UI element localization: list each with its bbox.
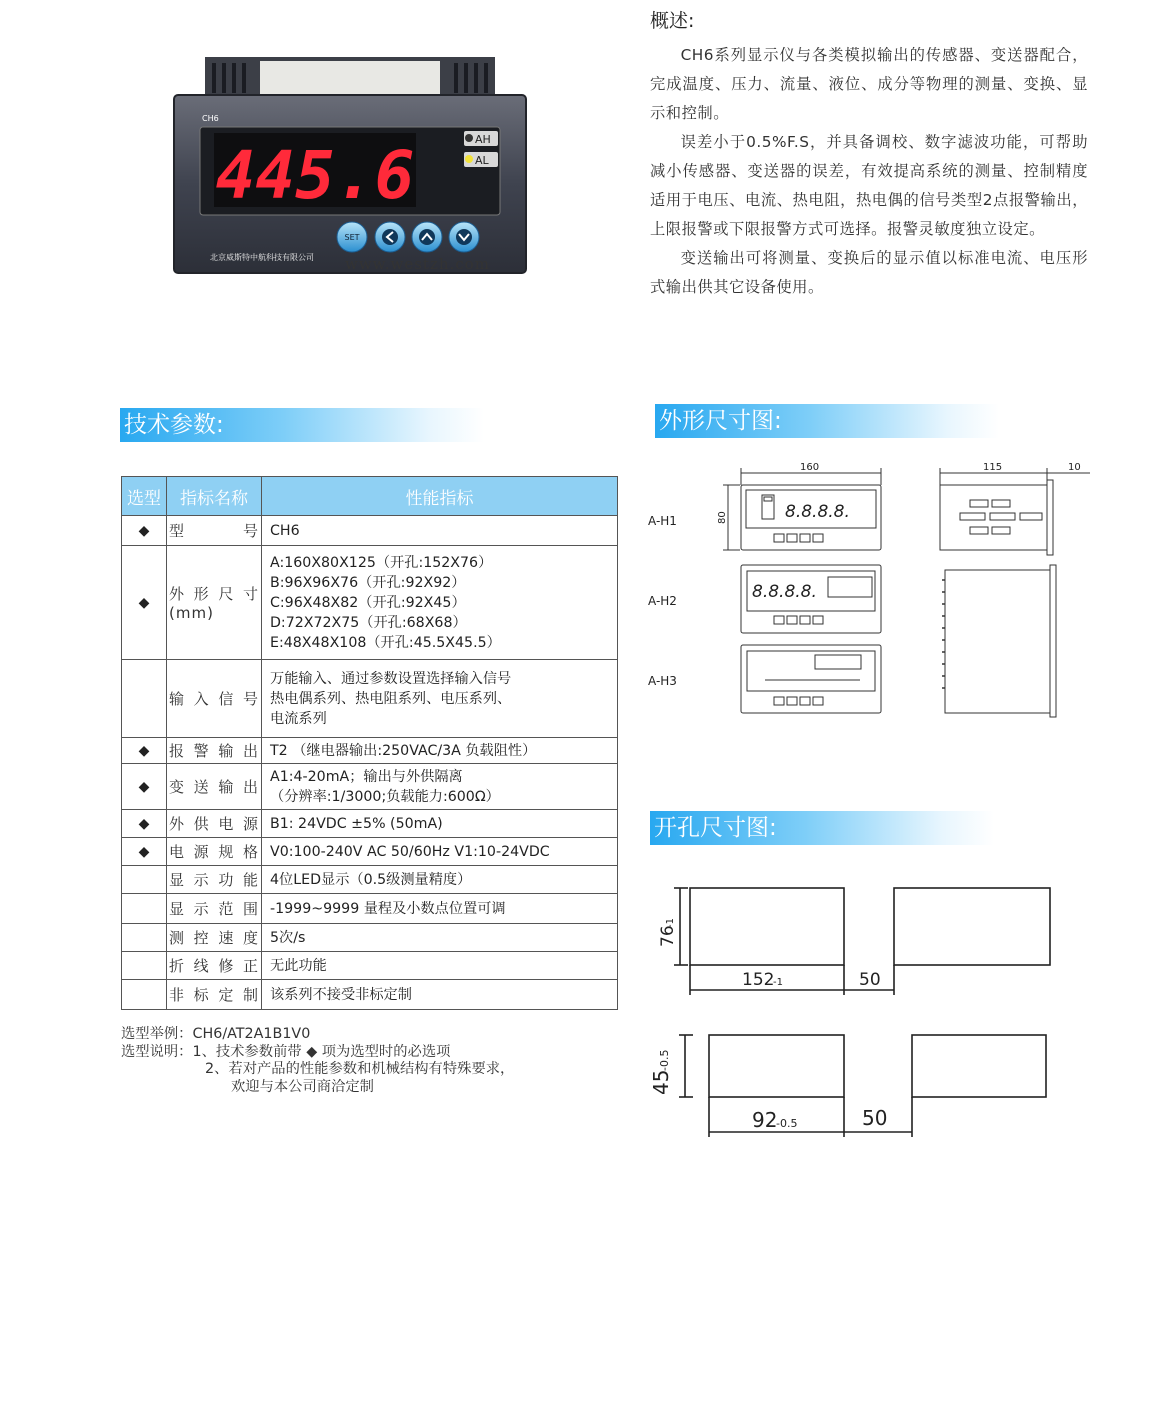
down-button[interactable] xyxy=(449,222,479,252)
overview-section xyxy=(650,6,1088,302)
spec-table-row xyxy=(122,660,618,738)
spec-value-cell xyxy=(262,838,618,866)
product-photo xyxy=(170,55,530,277)
spec-name-cell: 变送输出 xyxy=(167,764,262,810)
outline-dimension-header: 外形尺寸图: xyxy=(655,404,999,438)
col-header-select: 选型 xyxy=(122,477,167,516)
overview-paragraph: 变送输出可将测量、变换后的显示值以标准电流、电压形式输出供其它设备使用。 xyxy=(650,249,1088,296)
spec-value-cell xyxy=(262,660,618,738)
spec-table xyxy=(121,476,618,1010)
set-button[interactable] xyxy=(337,222,367,252)
cutout-dimension-header: 开孔尺寸图: xyxy=(650,811,994,845)
model-label-a-h1: A-H1 xyxy=(648,514,677,528)
required-option-marker xyxy=(122,924,167,952)
spec-value-line: V0:100-240V AC 50/60Hz V1:10-24VDC xyxy=(270,843,550,860)
cutout-a-gap: 50 xyxy=(859,970,881,990)
spec-table-row xyxy=(122,838,618,866)
up-button[interactable] xyxy=(412,222,442,252)
spec-value-cell xyxy=(262,952,618,980)
cutout-b-height: 45 xyxy=(649,1069,673,1095)
front-panel-digits: 8.8.8.8. xyxy=(785,502,850,522)
cutout-a-height-tol: -1 xyxy=(665,918,676,928)
spec-value-line: B1: 24VDC ±5% (50mA) xyxy=(270,815,443,832)
led-readout: 445.6 xyxy=(215,137,415,214)
spec-value-line: 5次/s xyxy=(270,929,306,946)
device-company-label: 北京威斯特中航科技有限公司 xyxy=(210,253,314,262)
watermark-url: www.westzh.com xyxy=(345,255,490,273)
selection-example: 选型举例：CH6/AT2A1B1V0 xyxy=(121,1026,311,1042)
required-option-marker: ◆ xyxy=(122,810,167,838)
spec-value-line: CH6 xyxy=(270,522,300,539)
cutout-a-height: 76 xyxy=(658,925,678,947)
required-option-marker xyxy=(122,866,167,894)
spec-value-line: C:96X48X82（开孔:92X45） xyxy=(270,594,466,611)
spec-name-cell: 外形尺寸(mm) xyxy=(167,546,262,660)
spec-name-cell: 测控速度 xyxy=(167,924,262,952)
spec-name-cell: 外供电源 xyxy=(167,810,262,838)
required-option-marker: ◆ xyxy=(122,516,167,546)
selection-notes xyxy=(121,1026,514,1096)
spec-table-row xyxy=(122,738,618,764)
cutout-b-width-tol: -0.5 xyxy=(776,1117,798,1130)
spec-value-cell xyxy=(262,894,618,924)
spec-value-line: D:72X72X75（开孔:68X68） xyxy=(270,614,467,631)
dim-depth-label: 115 xyxy=(983,462,1003,473)
selection-note-item: 2、若对产品的性能参数和机械结构有特殊要求， xyxy=(205,1061,515,1077)
cutout-a-width: 152 xyxy=(742,970,775,990)
spec-value-cell xyxy=(262,866,618,894)
ah-indicator xyxy=(464,131,498,146)
cutout-b-width: 92 xyxy=(752,1108,778,1132)
spec-value-cell xyxy=(262,980,618,1010)
spec-value-line: T2 （继电器输出:250VAC/3A 负载阻性） xyxy=(270,742,537,759)
spec-value-cell xyxy=(262,516,618,546)
spec-value-cell xyxy=(262,738,618,764)
required-option-marker: ◆ xyxy=(122,546,167,660)
svg-text:AL: AL xyxy=(475,154,489,167)
spec-name-cell: 型号 xyxy=(167,516,262,546)
spec-table-row xyxy=(122,810,618,838)
spec-table-row xyxy=(122,924,618,952)
required-option-marker xyxy=(122,894,167,924)
spec-value-line: E:48X48X108（开孔:45.5X45.5） xyxy=(270,634,501,651)
dim-width-label: 160 xyxy=(800,462,820,473)
spec-table-header-row xyxy=(122,477,618,516)
spec-name-cell: 非标定制 xyxy=(167,980,262,1010)
required-option-marker xyxy=(122,952,167,980)
spec-name-cell: 显示功能 xyxy=(167,866,262,894)
spec-value-line: 该系列不接受非标定制 xyxy=(270,986,412,1003)
spec-value-line: 万能输入、通过参数设置选择输入信号 xyxy=(270,670,512,687)
required-option-marker: ◆ xyxy=(122,764,167,810)
cutout-a-width-tol: -1 xyxy=(773,977,783,988)
spec-name-cell: 折线修正 xyxy=(167,952,262,980)
spec-value-line: A:160X80X125（开孔:152X76） xyxy=(270,554,493,571)
spec-value-line: 无此功能 xyxy=(270,957,327,974)
cutout-b-height-tol: -0.5 xyxy=(658,1049,671,1071)
overview-paragraph: CH6系列显示仪与各类模拟输出的传感器、变送器配合，完成温度、压力、流量、液位、成分等物理的测量、变换、显示和控制。 xyxy=(650,46,1088,122)
required-option-marker xyxy=(122,980,167,1010)
spec-name-cell: 显示范围 xyxy=(167,894,262,924)
selection-note-item: 欢迎与本公司商洽定制 xyxy=(231,1078,374,1095)
spec-table-row xyxy=(122,952,618,980)
col-header-value: 性能指标 xyxy=(262,477,618,516)
spec-table-body xyxy=(122,516,618,1010)
front-panel-digits: 8.8.8.8. xyxy=(752,582,817,602)
spec-value-cell xyxy=(262,810,618,838)
spec-table-row xyxy=(122,764,618,810)
required-option-marker: ◆ xyxy=(122,838,167,866)
required-option-marker: ◆ xyxy=(122,738,167,764)
al-indicator xyxy=(464,152,498,167)
svg-text:AH: AH xyxy=(475,133,491,146)
spec-value-line: -1999~9999 量程及小数点位置可调 xyxy=(270,900,506,917)
cutout-dimension-drawing xyxy=(640,875,1060,1150)
overview-title: 概述: xyxy=(650,10,695,32)
tech-params-header: 技术参数: xyxy=(120,408,484,442)
model-label-a-h3: A-H3 xyxy=(648,674,677,688)
spec-value-line: （分辨率:1/3000;负载能力:600Ω） xyxy=(270,788,500,805)
svg-text:SET: SET xyxy=(344,233,360,242)
outline-dimension-drawing xyxy=(640,455,1095,730)
required-option-marker xyxy=(122,660,167,738)
spec-name-cell: 输入信号 xyxy=(167,660,262,738)
spec-name-cell: 电源规格 xyxy=(167,838,262,866)
spec-table-row xyxy=(122,894,618,924)
selection-note-item: 1、技术参数前带 ◆ 项为选型时的必选项 xyxy=(192,1043,451,1060)
spec-value-line: 电流系列 xyxy=(270,710,327,727)
spec-value-cell xyxy=(262,764,618,810)
spec-value-cell xyxy=(262,546,618,660)
spec-value-line: B:96X96X76（开孔:92X92） xyxy=(270,574,466,591)
dim-height-label: 80 xyxy=(717,511,728,524)
spec-table-row xyxy=(122,516,618,546)
spec-value-cell xyxy=(262,924,618,952)
spec-name-cell: 报警输出 xyxy=(167,738,262,764)
overview-paragraph: 误差小于0.5%F.S，并具备调校、数字滤波功能，可帮助减小传感器、变送器的误差，有效提高系统的测量、控制精度适用于电压、电流、热电阻，热电偶的信号类型2点报警输出，上限报警或下限报警方式可选择。报警灵敏度独立设定。 xyxy=(650,133,1088,238)
spec-table-row xyxy=(122,980,618,1010)
cutout-b-gap: 50 xyxy=(862,1106,888,1130)
spec-table-row xyxy=(122,546,618,660)
model-label-a-h2: A-H2 xyxy=(648,594,677,608)
device-model-label: CH6 xyxy=(202,114,219,123)
selection-desc-label: 选型说明： xyxy=(121,1043,193,1060)
col-header-name: 指标名称 xyxy=(167,477,262,516)
left-button[interactable] xyxy=(375,222,405,252)
spec-value-line: 热电偶系列、热电阻系列、电压系列、 xyxy=(270,690,512,707)
spec-table-row xyxy=(122,866,618,894)
spec-value-line: A1:4-20mA；输出与外供隔离 xyxy=(270,768,463,785)
spec-value-line: 4位LED显示（0.5级测量精度） xyxy=(270,871,472,888)
dim-bezel-label: 10 xyxy=(1068,462,1081,473)
